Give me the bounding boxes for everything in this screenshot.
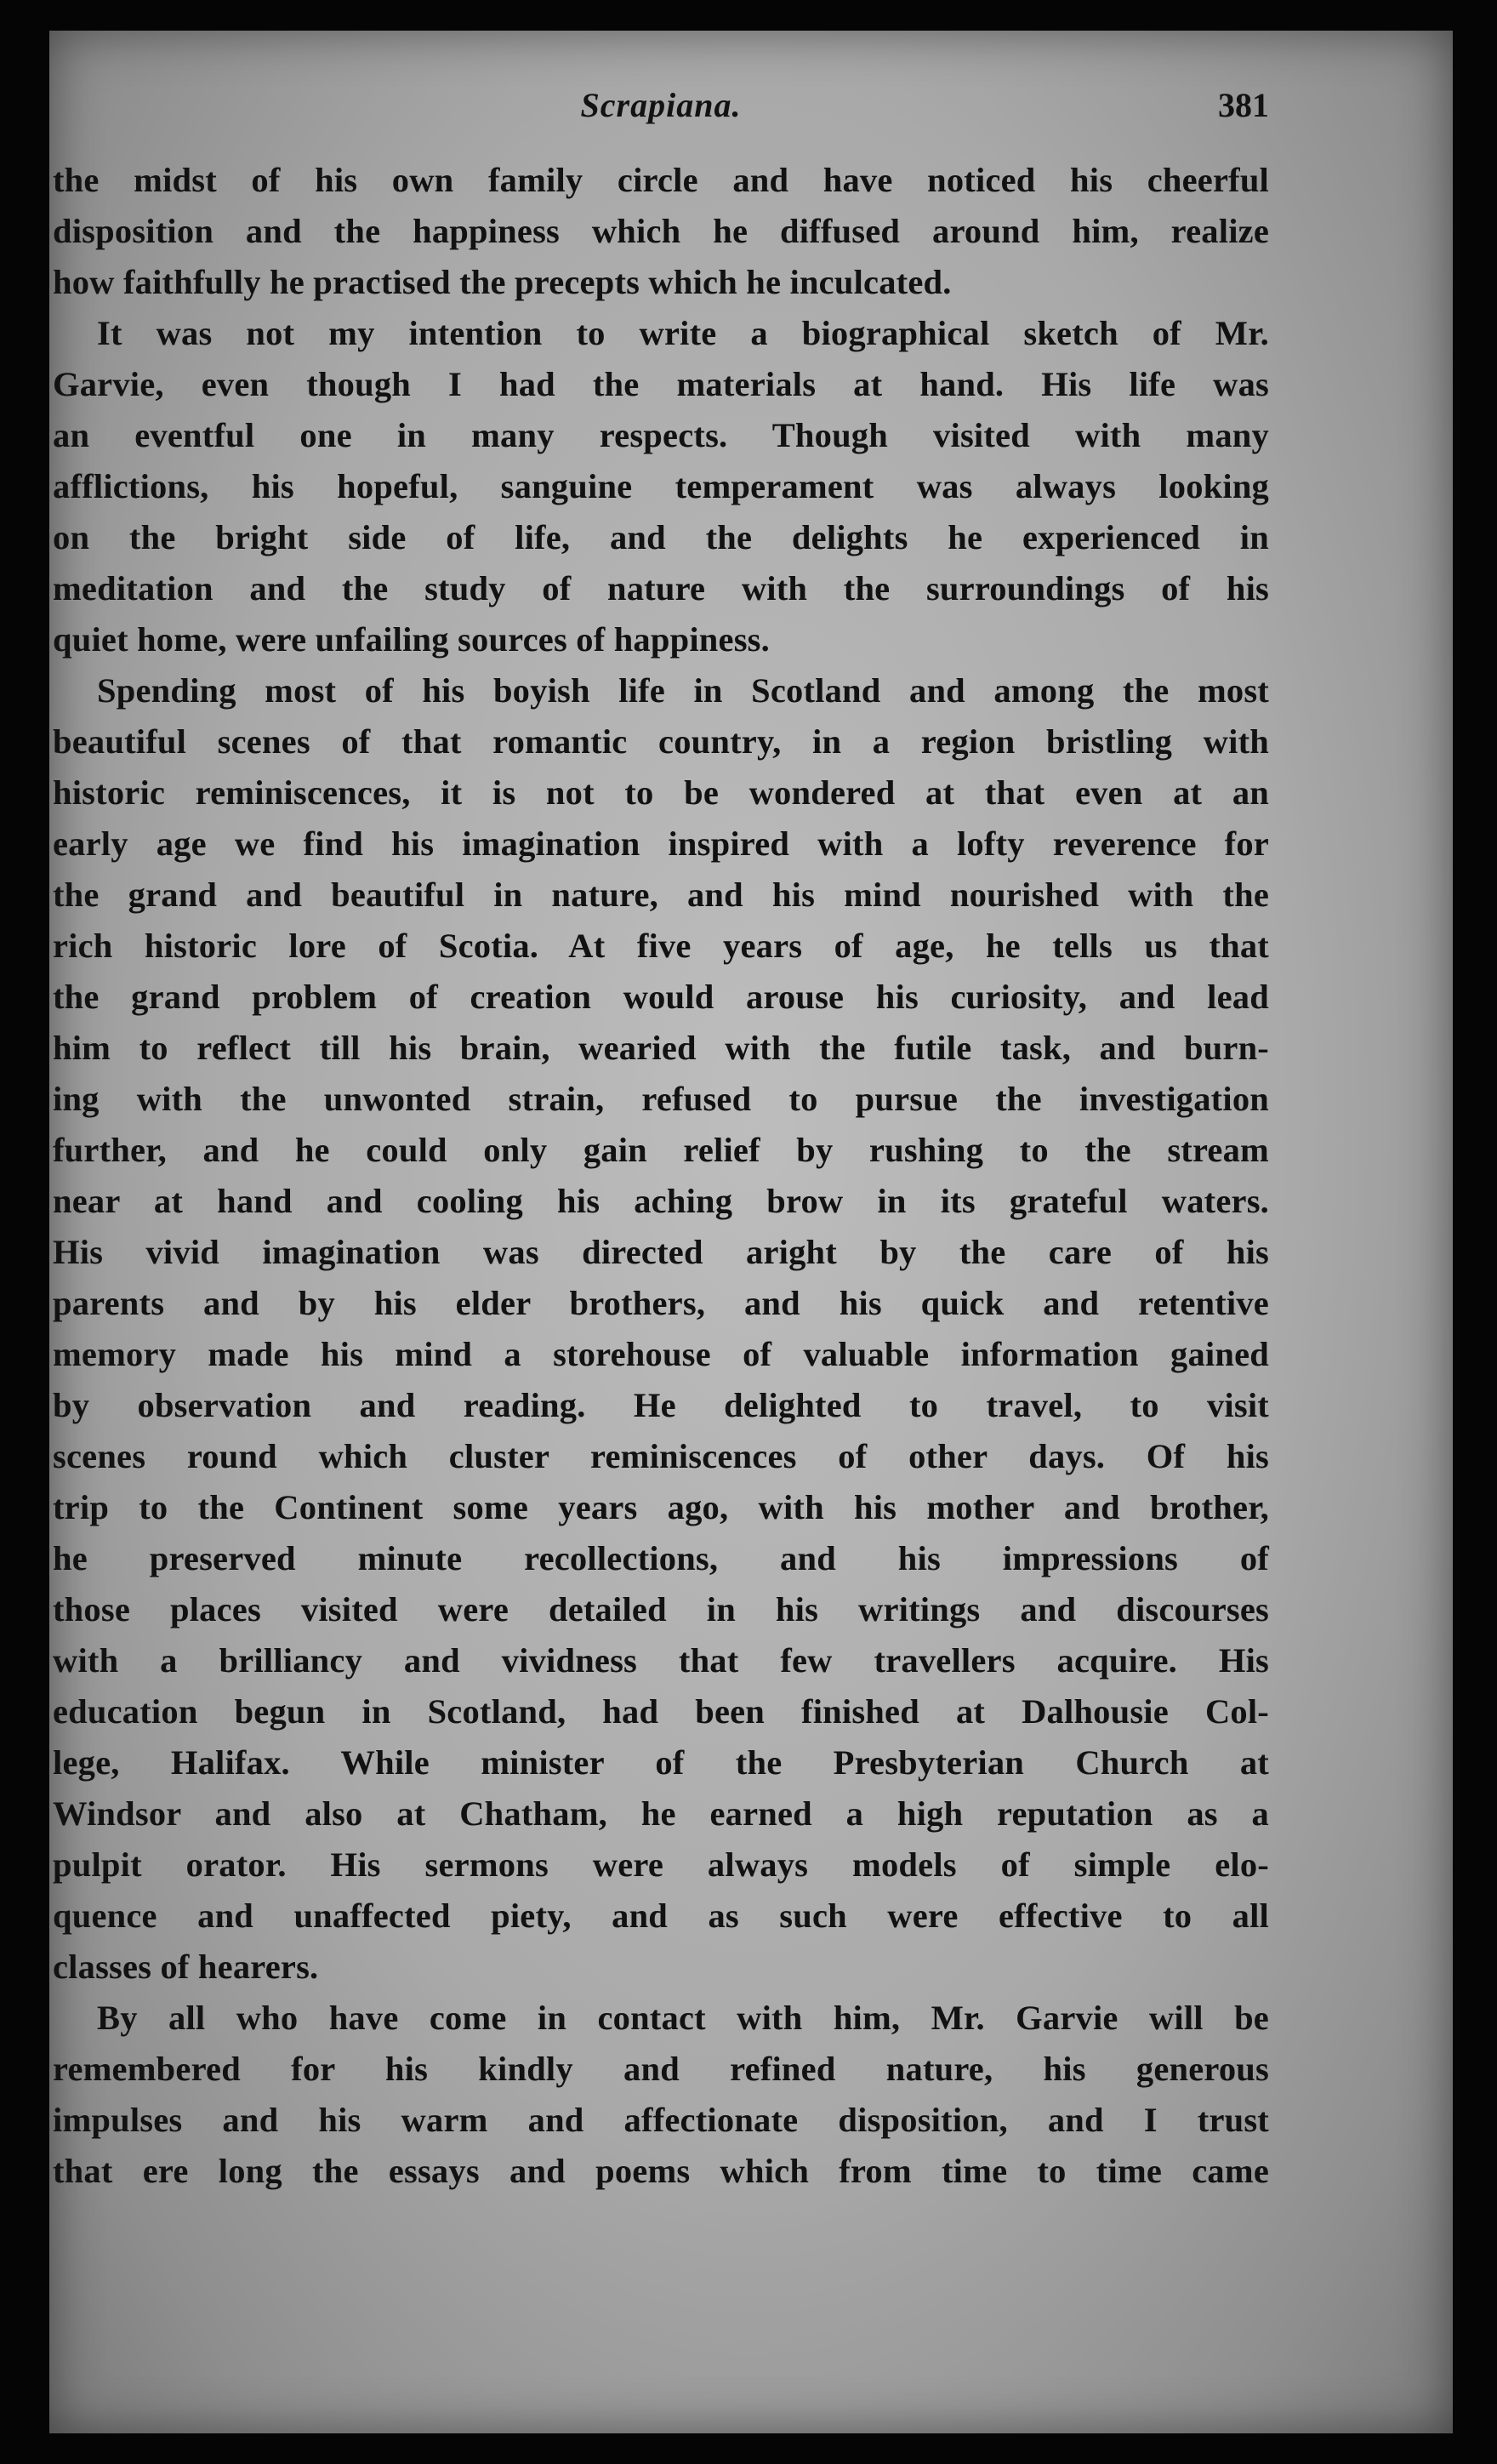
text-line: By all who have come in contact with him, Mr. Garvie will be — [97, 1999, 1269, 2037]
text-line: pulpit orator. His sermons were always models of simple elo- — [53, 1845, 1269, 1884]
text-line: Garvie, even though I had the materials at hand. His life was — [53, 365, 1269, 403]
text-line: parents and by his elder brothers, and his quick and retentive — [53, 1284, 1269, 1322]
text-line: afflictions, his hopeful, sanguine temperament was always looking — [53, 467, 1269, 505]
text-line: education begun in Scotland, had been finished at Dalhousie Col- — [53, 1692, 1269, 1731]
text-line: ing with the unwonted strain, refused to pursue the investigation — [53, 1080, 1269, 1118]
text-line: disposition and the happiness which he diffused around him, realize — [53, 212, 1269, 250]
text-line: those places visited were detailed in his writings and discourses — [53, 1590, 1269, 1628]
text-line: Spending most of his boyish life in Scotland and among the most — [97, 671, 1269, 710]
text-line: the midst of his own family circle and have noticed his cheerful — [53, 161, 1269, 199]
text-line: early age we find his imagination inspired with a lofty reverence for — [53, 824, 1269, 863]
text-line: trip to the Continent some years ago, with his mother and brother, — [53, 1488, 1269, 1526]
text-line: near at hand and cooling his aching brow in its grateful waters. — [53, 1182, 1269, 1220]
text-line: further, and he could only gain relief by rushing to the stream — [53, 1131, 1269, 1169]
text-line: an eventful one in many respects. Though visited with many — [53, 416, 1269, 454]
text-line: with a brilliancy and vividness that few travellers acquire. His — [53, 1641, 1269, 1680]
text-line: the grand problem of creation would arouse his curiosity, and lead — [53, 978, 1269, 1016]
text-line: beautiful scenes of that romantic country, in a region bristling with — [53, 722, 1269, 761]
text-line: by observation and reading. He delighted to travel, to visit — [53, 1386, 1269, 1424]
text-line: memory made his mind a storehouse of valuable information gained — [53, 1335, 1269, 1373]
text-line: It was not my intention to write a biographical sketch of Mr. — [97, 314, 1269, 352]
text-line: him to reflect till his brain, wearied with the futile task, and burn- — [53, 1029, 1269, 1067]
text-line: scenes round which cluster reminiscences of other days. Of his — [53, 1437, 1269, 1475]
text-line: that ere long the essays and poems which from time to time came — [53, 2152, 1269, 2190]
book-page — [53, 85, 1269, 2197]
text-line: he preserved minute recollections, and his impressions of — [53, 1539, 1269, 1577]
body-text — [53, 155, 1269, 2197]
running-title: Scrapiana. — [580, 86, 742, 124]
text-line: quiet home, were unfailing sources of happiness. — [53, 620, 770, 659]
text-line: meditation and the study of nature with the surroundings of his — [53, 569, 1269, 607]
text-line: historic reminiscences, it is not to be wondered at that even at an — [53, 773, 1269, 812]
text-line: classes of hearers. — [53, 1948, 319, 1986]
text-line: on the bright side of life, and the delights he experienced in — [53, 518, 1269, 556]
text-line: lege, Halifax. While minister of the Presbyterian Church at — [53, 1743, 1269, 1782]
text-line: remembered for his kindly and refined nature, his generous — [53, 2050, 1269, 2088]
page-number: 381 — [1218, 86, 1269, 124]
text-line: rich historic lore of Scotia. At five years of age, he tells us that — [53, 927, 1269, 965]
text-line: quence and unaffected piety, and as such were effective to all — [53, 1896, 1269, 1935]
running-head — [53, 85, 1269, 136]
text-line: His vivid imagination was directed aright by the care of his — [53, 1233, 1269, 1271]
text-line: impulses and his warm and affectionate disposition, and I trust — [53, 2101, 1269, 2139]
text-line: the grand and beautiful in nature, and his mind nourished with the — [53, 876, 1269, 914]
text-line: Windsor and also at Chatham, he earned a high reputation as a — [53, 1794, 1269, 1833]
text-line: how faithfully he practised the precepts which he inculcated. — [53, 263, 952, 301]
